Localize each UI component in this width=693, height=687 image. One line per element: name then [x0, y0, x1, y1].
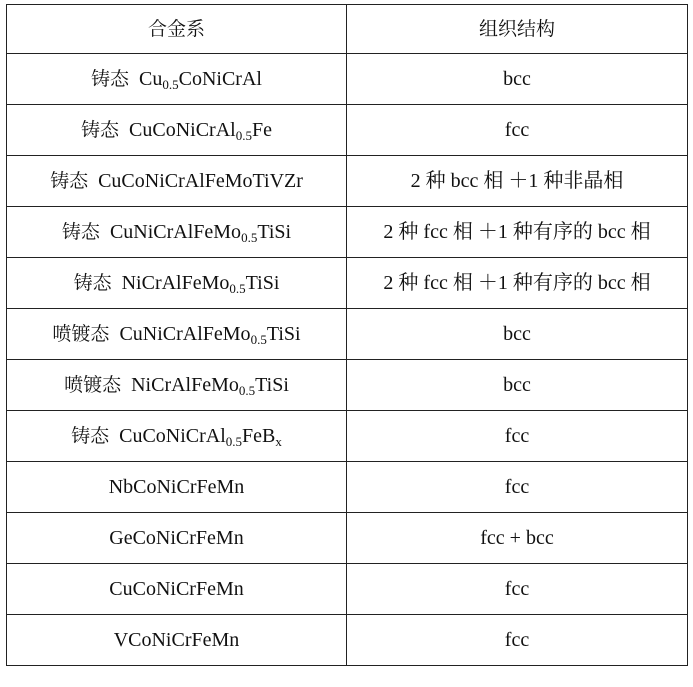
- formula-text: NiCrAlFeMo: [121, 272, 230, 294]
- structure-cell: fcc: [347, 411, 688, 462]
- alloy-structure-table: [6, 4, 688, 666]
- alloy-formula: [109, 476, 245, 498]
- table-row: [7, 105, 688, 156]
- alloy-system-cell: [7, 156, 347, 207]
- table-row: [7, 564, 688, 615]
- state-prefix: 喷镀态: [52, 323, 110, 345]
- header-alloy-system: 合金系: [7, 5, 347, 54]
- header-row: [7, 5, 688, 54]
- state-prefix: 铸态: [50, 170, 89, 192]
- state-prefix: 铸态: [91, 68, 130, 90]
- formula-subscript: 0.5: [225, 434, 243, 449]
- alloy-system-cell: [7, 105, 347, 156]
- structure-cell: bcc: [347, 54, 688, 105]
- alloy-formula: [129, 119, 272, 141]
- structure-cell: 2 种 fcc 相 ＋1 种有序的 bcc 相: [347, 258, 688, 309]
- formula-subscript: 0.5: [162, 77, 179, 92]
- formula-text: Cu: [139, 68, 163, 90]
- alloy-system-cell: [7, 615, 347, 666]
- formula-subscript: 0.5: [229, 281, 246, 296]
- alloy-formula: [110, 221, 291, 243]
- formula-text: CuCoNiCrFeMn: [109, 578, 244, 600]
- formula-text: CuCoNiCrAl: [119, 425, 226, 447]
- alloy-formula: [122, 272, 280, 294]
- alloy-formula: [131, 374, 289, 396]
- formula-text: VCoNiCrFeMn: [113, 629, 240, 651]
- structure-cell: fcc: [347, 564, 688, 615]
- table-row: [7, 462, 688, 513]
- formula-subscript: 0.5: [238, 383, 256, 398]
- formula-text: NbCoNiCrFeMn: [108, 476, 245, 498]
- alloy-formula: [114, 629, 240, 651]
- table-row: [7, 207, 688, 258]
- alloy-system-cell: [7, 513, 347, 564]
- state-prefix: 铸态: [81, 119, 120, 141]
- formula-text: TiSi: [255, 374, 289, 396]
- formula-text: NiCrAlFeMo: [131, 374, 239, 396]
- state-prefix: 铸态: [61, 221, 100, 243]
- alloy-formula: [119, 323, 300, 345]
- alloy-formula: [109, 527, 243, 549]
- alloy-formula: [98, 170, 303, 192]
- formula-subscript: 0.5: [250, 332, 267, 347]
- formula-text: GeCoNiCrFeMn: [109, 527, 244, 549]
- alloy-system-cell: [7, 54, 347, 105]
- formula-subscript: x: [275, 434, 282, 449]
- alloy-system-cell: [7, 309, 347, 360]
- structure-cell: bcc: [347, 309, 688, 360]
- formula-text: FeB: [242, 425, 276, 447]
- state-prefix: 铸态: [73, 272, 112, 294]
- structure-cell: fcc: [347, 615, 688, 666]
- formula-text: TiSi: [245, 272, 280, 294]
- table-row: [7, 360, 688, 411]
- table-header: [7, 5, 688, 54]
- formula-text: CoNiCrAl: [178, 68, 262, 90]
- alloy-formula: [139, 68, 262, 90]
- formula-text: TiSi: [266, 323, 301, 345]
- state-prefix: 铸态: [71, 425, 110, 447]
- table-row: [7, 54, 688, 105]
- formula-text: CuNiCrAlFeMo: [109, 221, 242, 243]
- formula-subscript: 0.5: [241, 230, 258, 245]
- alloy-formula: [109, 578, 243, 600]
- state-prefix: 喷镀态: [64, 374, 122, 396]
- structure-cell: fcc + bcc: [347, 513, 688, 564]
- structure-cell: 2 种 bcc 相 ＋1 种非晶相: [347, 156, 688, 207]
- alloy-system-cell: [7, 258, 347, 309]
- table-row: [7, 615, 688, 666]
- table-row: [7, 258, 688, 309]
- formula-text: CuNiCrAlFeMo: [119, 323, 251, 345]
- formula-text: Fe: [251, 119, 272, 141]
- structure-cell: fcc: [347, 105, 688, 156]
- table-row: [7, 411, 688, 462]
- alloy-system-cell: [7, 462, 347, 513]
- formula-text: CuCoNiCrAl: [129, 119, 236, 141]
- alloy-formula: [119, 425, 282, 447]
- table-body: [7, 54, 688, 666]
- header-structure: 组织结构: [347, 5, 688, 54]
- structure-cell: bcc: [347, 360, 688, 411]
- alloy-system-cell: [7, 360, 347, 411]
- table-row: [7, 156, 688, 207]
- table-row: [7, 309, 688, 360]
- formula-text: TiSi: [257, 221, 292, 243]
- table-row: [7, 513, 688, 564]
- formula-text: CuCoNiCrAlFeMoTiVZr: [98, 170, 303, 192]
- alloy-system-cell: [7, 411, 347, 462]
- formula-subscript: 0.5: [235, 128, 252, 143]
- structure-cell: fcc: [347, 462, 688, 513]
- alloy-system-cell: [7, 564, 347, 615]
- structure-cell: 2 种 fcc 相 ＋1 种有序的 bcc 相: [347, 207, 688, 258]
- alloy-system-cell: [7, 207, 347, 258]
